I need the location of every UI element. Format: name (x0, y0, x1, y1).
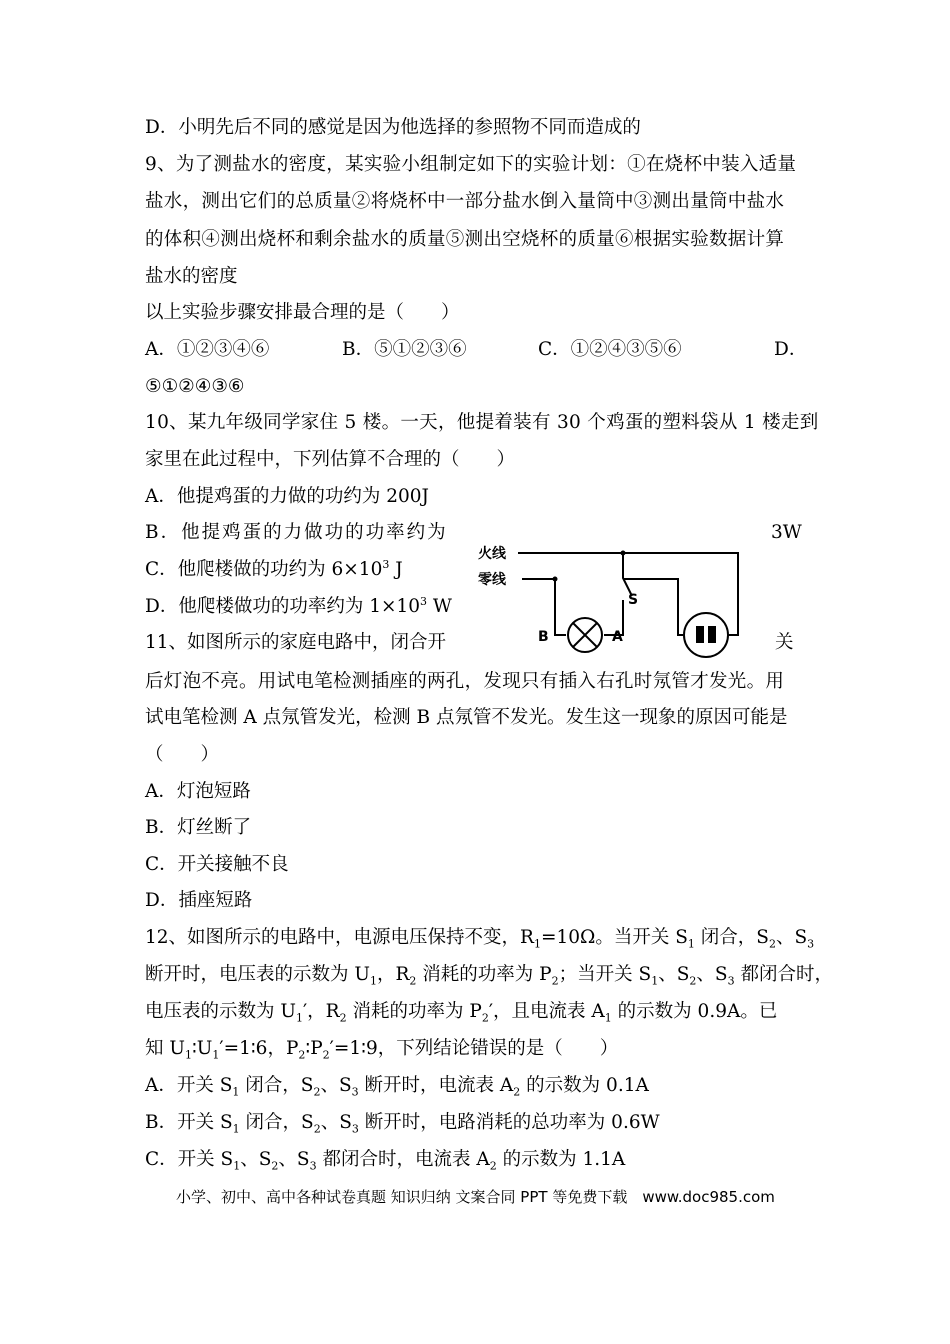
q10-option-d: D．他爬楼做功的功率约为 $1\times 10^3$ W (145, 594, 452, 617)
q11-option-a: A．灯泡短路 (145, 781, 251, 802)
q9-stem-line2: 盐水，测出它们的总质量②将烧杯中一部分盐水倒入量筒中③测出量筒中盐水 (145, 191, 785, 212)
q12-option-b: B．开关 $S_1$ 闭合，$S_2$、$S_3$ 断开时，电路消耗的总功率为 0.6W (145, 1112, 660, 1136)
neutral-wire-label: 零线 (478, 572, 506, 588)
q12-stem-line2: 断开时，电压表的示数为 $U_1$，$R_2$ 消耗的功率为 $P_2$；当开关 $S_1$、$S_2$、$S_3$ 都闭合时， (145, 964, 833, 988)
socket-icon (684, 613, 728, 657)
q9-stem-line3: 的体积④测出烧杯和剩余盐水的质量⑤测出空烧杯的质量⑥根据实验数据计算 (145, 229, 785, 250)
q9-option-d-label: D． (774, 339, 808, 360)
q11-option-b: B．灯丝断了 (145, 817, 252, 838)
q9-question: 以上实验步骤安排最合理的是（ ） (145, 302, 460, 323)
q12-stem-line3: 电压表的示数为 $U_1'$，$R_2$ 消耗的功率为 $P_2'$，且电流表 $A_1$ 的示数为 0.9A。已 (145, 1001, 778, 1025)
q11-stem-line1-tail: 关 (775, 632, 794, 653)
q10-option-a: A．他提鸡蛋的力做的功约为 200J (145, 486, 429, 507)
q11-stem-line2: 后灯泡不亮。用试电笔检测插座的两孔，发现只有插入右孔时氖管才发光。用 (145, 671, 785, 692)
q11-stem-line1: 11、如图所示的家庭电路中，闭合开 (145, 632, 447, 653)
q9-option-d-value: ⑤①②④③⑥ (145, 376, 245, 397)
q12-option-a: A．开关 $S_1$ 闭合，$S_2$、$S_3$ 断开时，电流表 $A_2$ 的示数为 0.1A (145, 1075, 649, 1099)
q10-option-b: B．他提鸡蛋的力做功的功率约为 (145, 522, 448, 543)
q12-stem-line1: 12、如图所示的电路中，电源电压保持不变，$R_1=10\Omega$。当开关 $S_1$ 闭合，$S_2$、$S_3$ (145, 927, 815, 951)
q10-option-b-tail: 3W (771, 522, 802, 543)
q8-option-d: D．小明先后不同的感觉是因为他选择的参照物不同而造成的 (145, 117, 641, 138)
live-wire-label: 火线 (478, 546, 506, 562)
point-b-label: B (538, 629, 549, 645)
q10-stem-line1: 10、某九年级同学家住 5 楼。一天，他提着装有 30 个鸡蛋的塑料袋从 1 楼走到 (145, 412, 819, 433)
q11-stem-line3: 试电笔检测 A 点氖管发光，检测 B 点氖管不发光。发生这一现象的原因可能是 (145, 707, 788, 728)
q9-option-c: C．①②④③⑤⑥ (538, 339, 682, 360)
q11-option-d: D．插座短路 (145, 890, 253, 911)
q10-stem-line2: 家里在此过程中，下列估算不合理的（ ） (145, 449, 516, 470)
switch-label: S (628, 592, 639, 608)
point-a-label: A (612, 629, 623, 645)
q12-option-c: C．开关 $S_1$、$S_2$、$S_3$ 都闭合时，电流表 $A_2$ 的示数为 1.1A (145, 1149, 626, 1173)
neutral-wire (522, 579, 566, 635)
q10-option-c: C．他爬楼做的功约为 $6\times 10^3$ J (145, 557, 403, 580)
q9-option-b: B．⑤①②③⑥ (342, 339, 467, 360)
household-circuit-figure (470, 538, 760, 668)
page-footer: 小学、初中、高中各种试卷真题 知识归纳 文案合同 PPT 等免费下载 www.doc985.com (176, 1188, 775, 1206)
q11-question: （ ） (145, 744, 220, 765)
q9-stem-line1: 9、为了测盐水的密度，某实验小组制定如下的实验计划：①在烧杯中装入适量 (145, 154, 797, 175)
q9-option-a: A．①②③④⑥ (145, 339, 270, 360)
q9-stem-line4: 盐水的密度 (145, 266, 238, 287)
q12-stem-line4: 知 $U_1∶U_1'=1∶6$，$P_2∶P_2'=1∶9$，下列结论错误的是（ ） (145, 1038, 619, 1062)
q11-option-c: C．开关接触不良 (145, 854, 289, 875)
